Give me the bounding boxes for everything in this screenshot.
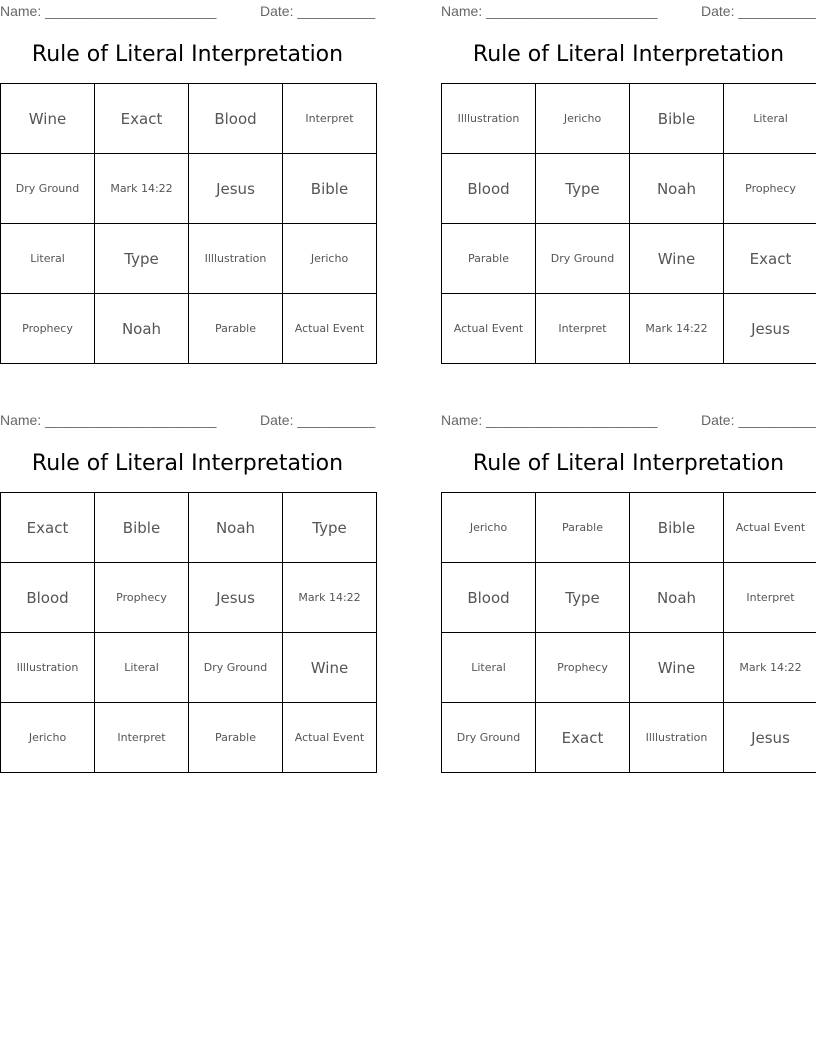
grid-cell: Dry Ground [536,224,630,294]
grid-cell: Parable [189,703,283,773]
grid-row [1,633,377,703]
grid-row [442,224,816,294]
name-field: Name: ______________________ [441,412,658,428]
grid-cell: Type [95,224,189,294]
grid-row [1,563,377,633]
grid-cell: Dry Ground [1,154,95,224]
grid-cell: Blood [442,563,536,633]
grid-cell: Illlustration [189,224,283,294]
bingo-grid [0,492,377,773]
grid-cell: Noah [95,294,189,364]
name-date-line [0,412,375,430]
grid-cell: Bible [630,84,724,154]
grid-cell: Prophecy [724,154,816,224]
grid-cell: Literal [724,84,816,154]
grid-cell: Mark 14:22 [724,633,816,703]
grid-cell: Jesus [189,563,283,633]
grid-cell: Actual Event [724,493,816,563]
date-field: Date: __________ [260,3,376,19]
grid-cell: Exact [95,84,189,154]
grid-cell: Parable [536,493,630,563]
grid-cell: Exact [724,224,816,294]
bingo-grid [441,83,816,364]
grid-cell: Type [283,493,377,563]
grid-cell: Illlustration [630,703,724,773]
grid-cell: Interpret [283,84,377,154]
grid-cell: Jesus [724,703,816,773]
grid-cell: Wine [283,633,377,703]
grid-cell: Dry Ground [189,633,283,703]
grid-cell: Literal [95,633,189,703]
card-title: Rule of Literal Interpretation [31,42,344,67]
grid-cell: Prophecy [95,563,189,633]
grid-cell: Actual Event [283,294,377,364]
grid-cell: Type [536,563,630,633]
card-title: Rule of Literal Interpretation [31,451,344,476]
grid-cell: Mark 14:22 [95,154,189,224]
name-field: Name: ______________________ [0,3,217,19]
grid-row [442,563,816,633]
grid-cell: Actual Event [442,294,536,364]
grid-cell: Jericho [1,703,95,773]
name-date-line [0,3,375,21]
bingo-card-4 [441,409,816,779]
grid-cell: Jesus [724,294,816,364]
grid-cell: Mark 14:22 [630,294,724,364]
grid-cell: Exact [1,493,95,563]
grid-cell: Blood [189,84,283,154]
grid-row [1,493,377,563]
date-field: Date: __________ [260,412,376,428]
card-title: Rule of Literal Interpretation [472,42,785,67]
grid-row [442,84,816,154]
grid-row [442,703,816,773]
bingo-card-3 [0,409,375,779]
grid-cell: Wine [630,633,724,703]
grid-cell: Noah [630,563,724,633]
grid-cell: Literal [442,633,536,703]
grid-cell: Jericho [283,224,377,294]
grid-cell: Jesus [189,154,283,224]
grid-cell: Interpret [536,294,630,364]
grid-cell: Blood [442,154,536,224]
grid-cell: Blood [1,563,95,633]
grid-row [1,84,377,154]
grid-cell: Noah [630,154,724,224]
grid-cell: Jericho [442,493,536,563]
grid-row [1,294,377,364]
grid-row [442,493,816,563]
bingo-grid [441,492,816,773]
bingo-grid [0,83,377,364]
grid-cell: Dry Ground [442,703,536,773]
grid-cell: Actual Event [283,703,377,773]
grid-cell: Illlustration [1,633,95,703]
bingo-card-2 [441,0,816,370]
name-field: Name: ______________________ [0,412,217,428]
grid-cell: Illlustration [442,84,536,154]
grid-cell: Literal [1,224,95,294]
date-field: Date: __________ [701,412,816,428]
grid-cell: Noah [189,493,283,563]
grid-cell: Type [536,154,630,224]
grid-cell: Prophecy [536,633,630,703]
grid-row [1,224,377,294]
grid-row [442,154,816,224]
grid-cell: Bible [283,154,377,224]
grid-row [1,154,377,224]
bingo-card-1 [0,0,375,370]
grid-cell: Interpret [724,563,816,633]
card-title: Rule of Literal Interpretation [472,451,785,476]
grid-cell: Wine [630,224,724,294]
grid-cell: Parable [189,294,283,364]
grid-cell: Parable [442,224,536,294]
grid-cell: Interpret [95,703,189,773]
grid-cell: Bible [630,493,724,563]
grid-cell: Exact [536,703,630,773]
grid-cell: Jericho [536,84,630,154]
grid-cell: Bible [95,493,189,563]
grid-row [442,294,816,364]
grid-cell: Mark 14:22 [283,563,377,633]
name-date-line [441,3,816,21]
name-date-line [441,412,816,430]
grid-row [1,703,377,773]
grid-cell: Wine [1,84,95,154]
grid-cell: Prophecy [1,294,95,364]
name-field: Name: ______________________ [441,3,658,19]
grid-row [442,633,816,703]
date-field: Date: __________ [701,3,816,19]
